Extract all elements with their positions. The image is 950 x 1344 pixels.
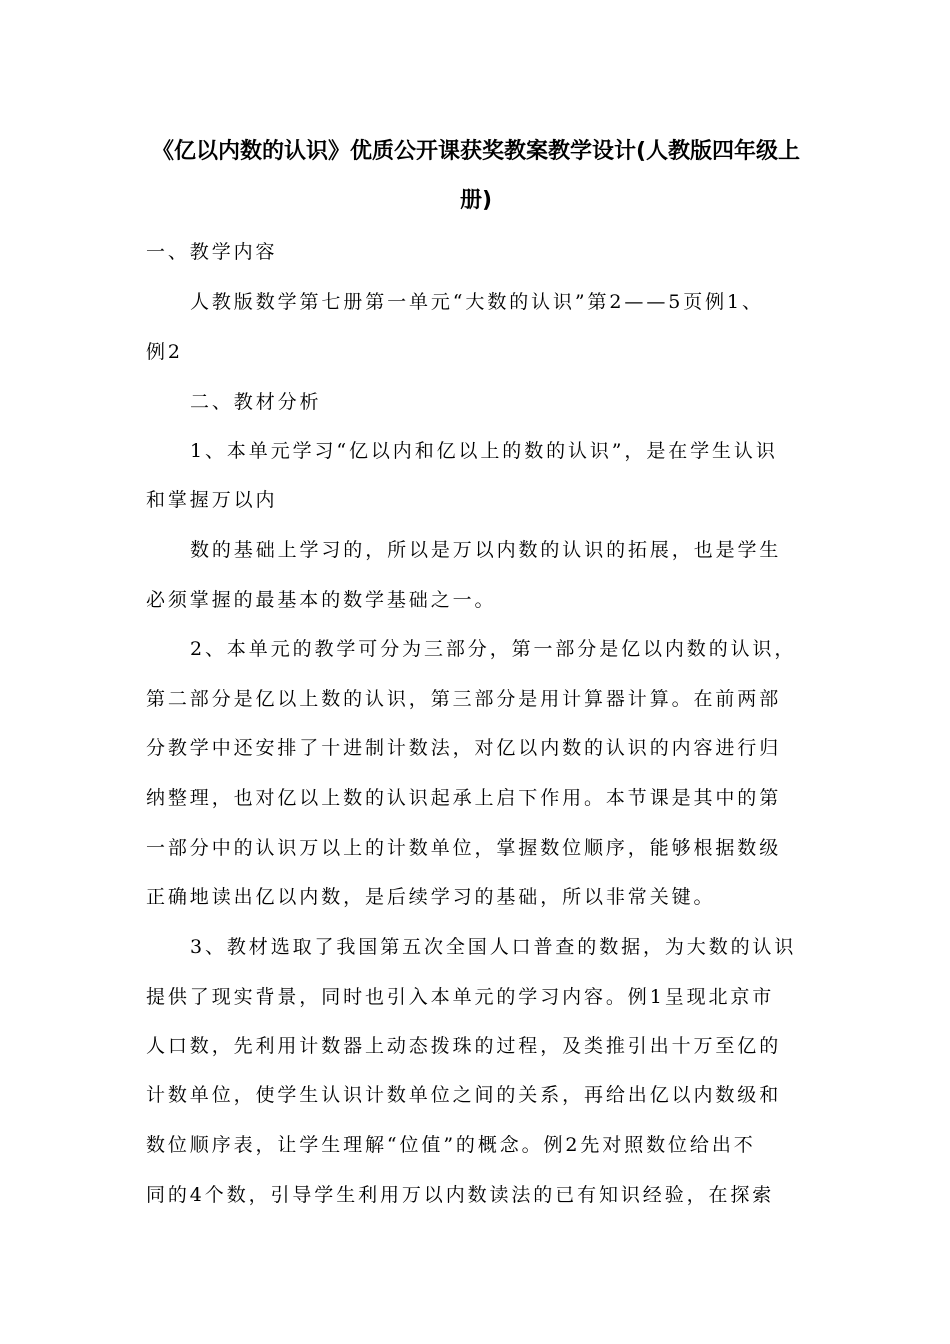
paragraph-line: 提供了现实背景，同时也引入本单元的学习内容。例1呈现北京市 xyxy=(146,986,775,1008)
paragraph-line: 人教版数学第七册第一单元“大数的认识”第2——5页例1、 xyxy=(190,291,764,313)
paragraph-line: 2、本单元的教学可分为三部分，第一部分是亿以内数的认识， xyxy=(190,638,797,660)
paragraph-line: 正确地读出亿以内数，是后续学习的基础，所以非常关键。 xyxy=(146,886,716,908)
paragraph-line: 人口数，先利用计数器上动态拨珠的过程，及类推引出十万至亿的 xyxy=(146,1035,782,1057)
paragraph-line: 数的基础上学习的，所以是万以内数的认识的拓展，也是学生 xyxy=(190,539,782,561)
document-title-line-1: 《亿以内数的认识》优质公开课获奖教案教学设计(人教版四年级上 xyxy=(151,139,801,164)
paragraph-line: 数位顺序表，让学生理解“位值”的概念。例2先对照数位给出不 xyxy=(146,1134,756,1156)
paragraph-line: 和掌握万以内 xyxy=(146,489,278,511)
section-heading-material-analysis: 二、教材分析 xyxy=(190,391,322,413)
paragraph-line: 分教学中还安排了十进制计数法，对亿以内数的认识的内容进行归 xyxy=(146,737,782,759)
paragraph-line: 一部分中的认识万以上的计数单位，掌握数位顺序，能够根据数级 xyxy=(146,837,782,859)
paragraph-line: 1、本单元学习“亿以内和亿以上的数的认识”，是在学生认识 xyxy=(190,440,778,462)
document-title-line-2: 册) xyxy=(459,188,493,213)
paragraph-line: 必须掌握的最基本的数学基础之一。 xyxy=(146,589,497,611)
paragraph-line: 例2 xyxy=(146,341,183,363)
paragraph-line: 3、教材选取了我国第五次全国人口普查的数据，为大数的认识 xyxy=(190,936,797,958)
paragraph-line: 纳整理，也对亿以上数的认识起承上启下作用。本节课是其中的第 xyxy=(146,787,782,809)
paragraph-line: 计数单位，使学生认识计数单位之间的关系，再给出亿以内数级和 xyxy=(146,1084,782,1106)
paragraph-line: 同的4个数，引导学生利用万以内数读法的已有知识经验，在探索 xyxy=(146,1184,775,1206)
section-heading-teaching-content: 一、教学内容 xyxy=(146,241,278,263)
paragraph-line: 第二部分是亿以上数的认识，第三部分是用计算器计算。在前两部 xyxy=(146,688,782,710)
